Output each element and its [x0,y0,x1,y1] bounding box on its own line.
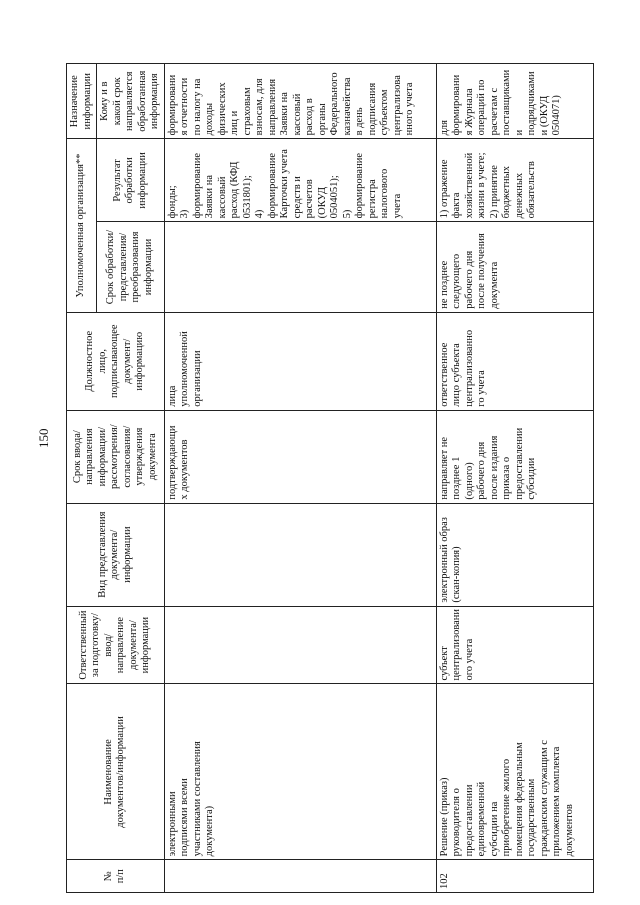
cell-official: лица уполномоченной организации [164,312,436,410]
header-dest-who: Кому и в какой срок направляется обработанная информация [97,64,165,139]
header-num: № п/п [67,860,165,893]
cell-org-term: не позднее следующего рабочего дня после получения документа [436,222,594,312]
cell-num [164,860,436,893]
cell-name: электронными подписями всеми участниками составления документа) [164,684,436,860]
header-org-term: Срок обработки/ представления/ преобразования информации [97,222,165,312]
table-row [164,64,436,893]
header-org-group: Уполномоченная организация** [67,139,97,312]
cell-kind: электронный образ (скан-копия) [436,503,594,606]
header-name: Наименование документов/информации [67,684,165,860]
cell-official: ответственное лицо субъекта централизованно го учета [436,312,594,410]
cell-name: Решение (приказ) руководителя о предоставлении единовременной субсидии на приобретение жилого помещения федеральным государственным гражданским служащим с приложением комплекта документов [436,684,594,860]
header-dest-group: Назначение информации [67,64,97,139]
header-term-input: Срок ввода/ направления информации/ рассмотрения/ согласования/ утверждения документа [67,410,165,503]
header-responsible: Ответственный за подготовку/ ввод/ направление документа/ информации [67,606,165,684]
header-official: Должностное лицо, подписывающее документ/ информацию [67,312,165,410]
rotated-table-container [66,63,594,893]
table-row [436,64,594,893]
cell-term-input: направляет не позднее 1 (одного) рабочего дня после издания приказа о предоставлении субсидии [436,410,594,503]
cell-dest-who: для формировани я Журнала операций по расчетам с поставщиками и подрядчиками и (ОКУД 0504071) [436,64,594,139]
cell-responsible: субъект централизовани ого учета [436,606,594,684]
page-number: 150 [36,428,51,448]
document-table [66,63,594,893]
cell-kind [164,503,436,606]
cell-org-result: фонды; 3) формирование Заявки на кассовый расход (КФД 0531801); 4) формирование Карточки учета средств и расчетов (ОКУД 0504051); 5) формирование регистра налогового учета [164,139,436,222]
header-kind: Вид представления документа/ информации [67,503,165,606]
header-org-result: Результат обработки информации [97,139,165,222]
cell-responsible [164,606,436,684]
cell-term-input: подтверждающи х документов [164,410,436,503]
cell-num: 102 [436,860,594,893]
cell-dest-who: формировани я отчетности по налогу на доходы физических лиц и страховым взносам, для направления Заявки на кассовый расход в органы Федерального казначейства в день подписания субъектом централизова нного учета [164,64,436,139]
cell-org-result: 1) отражение факта хозяйственной жизни в учете; 2) принятие бюджетных денежных обязательств [436,139,594,222]
cell-org-term [164,222,436,312]
